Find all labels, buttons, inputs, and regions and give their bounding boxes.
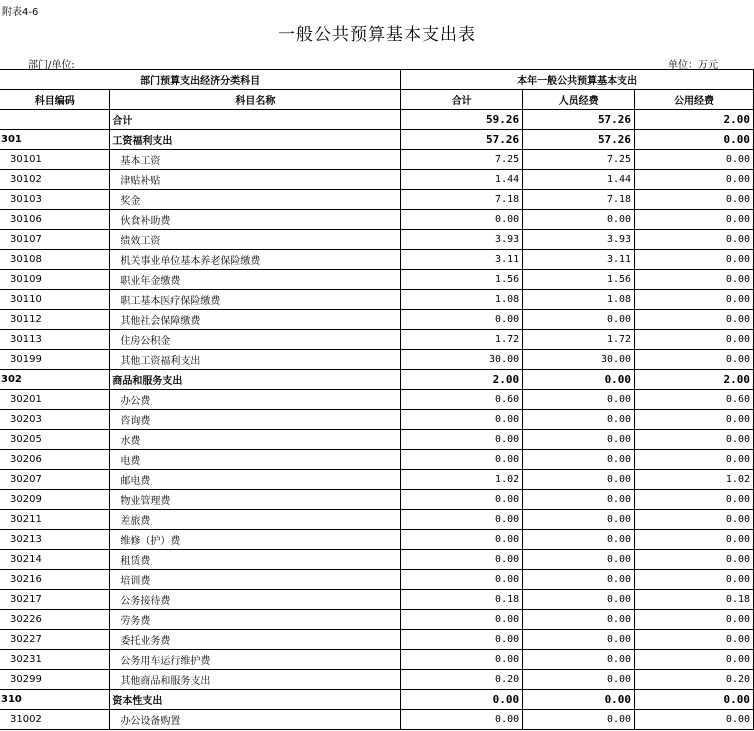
table-row	[0, 670, 754, 690]
cell-personnel: 1.56	[523, 270, 635, 290]
cell-total: 1.72	[401, 330, 523, 350]
cell-total: 3.93	[401, 230, 523, 250]
cell-code: 31002	[0, 710, 110, 730]
header-col-personnel: 人员经费	[523, 90, 635, 110]
cell-total: 0.00	[401, 530, 523, 550]
cell-public: 0.00	[635, 650, 754, 670]
header-col-public: 公用经费	[635, 90, 754, 110]
cell-personnel: 0.00	[523, 450, 635, 470]
table-row	[0, 710, 754, 730]
cell-code: 30203	[0, 410, 110, 430]
attachment-label: 附表4-6	[2, 7, 39, 18]
cell-name: 电费	[110, 450, 401, 470]
cell-public: 0.00	[635, 350, 754, 370]
cell-total: 0.00	[401, 310, 523, 330]
cell-public: 0.00	[635, 550, 754, 570]
table-row	[0, 130, 754, 150]
cell-total: 3.11	[401, 250, 523, 270]
cell-name: 差旅费	[110, 510, 401, 530]
cell-code: 30211	[0, 510, 110, 530]
cell-name: 绩效工资	[110, 230, 401, 250]
cell-total: 0.00	[401, 410, 523, 430]
cell-total: 0.00	[401, 490, 523, 510]
cell-name: 合计	[110, 110, 401, 130]
cell-public: 0.00	[635, 250, 754, 270]
cell-name: 住房公积金	[110, 330, 401, 350]
cell-code: 30217	[0, 590, 110, 610]
cell-personnel: 3.93	[523, 230, 635, 250]
header-col-code: 科目编码	[0, 90, 110, 110]
cell-code: 30112	[0, 310, 110, 330]
cell-public: 2.00	[635, 370, 754, 390]
cell-name: 职业年金缴费	[110, 270, 401, 290]
cell-total: 0.00	[401, 450, 523, 470]
cell-personnel: 0.00	[523, 310, 635, 330]
cell-name: 公务接待费	[110, 590, 401, 610]
cell-personnel: 57.26	[523, 130, 635, 150]
cell-code: 30110	[0, 290, 110, 310]
cell-personnel: 0.00	[523, 430, 635, 450]
cell-public: 0.00	[635, 150, 754, 170]
cell-total: 0.00	[401, 570, 523, 590]
cell-total: 0.00	[401, 210, 523, 230]
cell-total: 0.20	[401, 670, 523, 690]
cell-name: 基本工资	[110, 150, 401, 170]
cell-code	[0, 110, 110, 130]
cell-code: 30106	[0, 210, 110, 230]
table-row	[0, 350, 754, 370]
cell-name: 培训费	[110, 570, 401, 590]
cell-total: 7.18	[401, 190, 523, 210]
cell-code: 30227	[0, 630, 110, 650]
cell-public: 0.00	[635, 290, 754, 310]
cell-public: 0.00	[635, 270, 754, 290]
cell-total: 0.00	[401, 710, 523, 730]
cell-code: 30102	[0, 170, 110, 190]
cell-name: 公务用车运行维护费	[110, 650, 401, 670]
cell-total: 0.00	[401, 610, 523, 630]
cell-personnel: 3.11	[523, 250, 635, 270]
cell-personnel: 0.00	[523, 650, 635, 670]
cell-personnel: 7.25	[523, 150, 635, 170]
cell-public: 0.00	[635, 230, 754, 250]
cell-name: 其他工资福利支出	[110, 350, 401, 370]
table-row	[0, 590, 754, 610]
header-col-name: 科目名称	[110, 90, 401, 110]
cell-personnel: 0.00	[523, 370, 635, 390]
cell-name: 委托业务费	[110, 630, 401, 650]
cell-code: 30206	[0, 450, 110, 470]
cell-code: 30201	[0, 390, 110, 410]
cell-public: 0.00	[635, 190, 754, 210]
cell-personnel: 0.00	[523, 550, 635, 570]
table-row	[0, 530, 754, 550]
cell-public: 1.02	[635, 470, 754, 490]
table-row	[0, 150, 754, 170]
table-row	[0, 490, 754, 510]
cell-code: 30101	[0, 150, 110, 170]
cell-name: 咨询费	[110, 410, 401, 430]
cell-public: 0.00	[635, 530, 754, 550]
cell-code: 30216	[0, 570, 110, 590]
cell-public: 0.00	[635, 630, 754, 650]
expenditure-table	[0, 69, 754, 730]
cell-total: 1.08	[401, 290, 523, 310]
table-row	[0, 250, 754, 270]
cell-personnel: 1.72	[523, 330, 635, 350]
cell-name: 物业管理费	[110, 490, 401, 510]
header-column-row	[0, 90, 754, 110]
cell-total: 0.18	[401, 590, 523, 610]
cell-code: 30207	[0, 470, 110, 490]
cell-code: 30299	[0, 670, 110, 690]
cell-public: 0.00	[635, 450, 754, 470]
table-row	[0, 410, 754, 430]
cell-total: 0.60	[401, 390, 523, 410]
cell-personnel: 7.18	[523, 190, 635, 210]
header-group-left: 部门预算支出经济分类科目	[0, 70, 401, 90]
cell-name: 邮电费	[110, 470, 401, 490]
cell-personnel: 0.00	[523, 570, 635, 590]
cell-total: 0.00	[401, 510, 523, 530]
cell-personnel: 0.00	[523, 390, 635, 410]
cell-personnel: 0.00	[523, 590, 635, 610]
table-row	[0, 310, 754, 330]
cell-total: 0.00	[401, 550, 523, 570]
table-row	[0, 650, 754, 670]
cell-personnel: 0.00	[523, 630, 635, 650]
cell-name: 办公费	[110, 390, 401, 410]
cell-total: 7.25	[401, 150, 523, 170]
table-row	[0, 450, 754, 470]
cell-code: 30108	[0, 250, 110, 270]
cell-personnel: 0.00	[523, 470, 635, 490]
cell-name: 水费	[110, 430, 401, 450]
cell-public: 0.00	[635, 410, 754, 430]
cell-code: 310	[0, 690, 110, 710]
cell-total: 1.44	[401, 170, 523, 190]
cell-personnel: 1.08	[523, 290, 635, 310]
cell-total: 59.26	[401, 110, 523, 130]
cell-personnel: 1.44	[523, 170, 635, 190]
table-row	[0, 210, 754, 230]
cell-public: 0.00	[635, 610, 754, 630]
cell-code: 30109	[0, 270, 110, 290]
cell-code: 30113	[0, 330, 110, 350]
table-row	[0, 690, 754, 710]
table-row	[0, 330, 754, 350]
cell-name: 维修（护）费	[110, 530, 401, 550]
table-row	[0, 190, 754, 210]
cell-public: 0.00	[635, 130, 754, 150]
cell-total: 0.00	[401, 630, 523, 650]
cell-code: 30103	[0, 190, 110, 210]
cell-name: 津贴补贴	[110, 170, 401, 190]
cell-personnel: 0.00	[523, 610, 635, 630]
cell-public: 0.00	[635, 210, 754, 230]
cell-personnel: 0.00	[523, 670, 635, 690]
table-row	[0, 390, 754, 410]
table-row	[0, 110, 754, 130]
table-row	[0, 630, 754, 650]
table-row	[0, 170, 754, 190]
cell-public: 0.00	[635, 490, 754, 510]
cell-total: 0.00	[401, 650, 523, 670]
header-group-row	[0, 70, 754, 90]
cell-total: 57.26	[401, 130, 523, 150]
cell-public: 0.18	[635, 590, 754, 610]
cell-name: 其他商品和服务支出	[110, 670, 401, 690]
cell-code: 30205	[0, 430, 110, 450]
unit-label: 单位：万元	[668, 60, 718, 71]
cell-total: 2.00	[401, 370, 523, 390]
cell-public: 0.00	[635, 510, 754, 530]
header-col-total: 合计	[401, 90, 523, 110]
page-title: 一般公共预算基本支出表	[278, 25, 476, 45]
cell-personnel: 0.00	[523, 690, 635, 710]
cell-name: 租赁费	[110, 550, 401, 570]
cell-public: 0.60	[635, 390, 754, 410]
cell-code: 30214	[0, 550, 110, 570]
cell-public: 2.00	[635, 110, 754, 130]
table-row	[0, 370, 754, 390]
cell-name: 奖金	[110, 190, 401, 210]
cell-name: 职工基本医疗保险缴费	[110, 290, 401, 310]
table-row	[0, 550, 754, 570]
header-group-right: 本年一般公共预算基本支出	[401, 70, 754, 90]
cell-code: 30213	[0, 530, 110, 550]
cell-personnel: 30.00	[523, 350, 635, 370]
cell-code: 302	[0, 370, 110, 390]
cell-public: 0.00	[635, 310, 754, 330]
cell-personnel: 0.00	[523, 490, 635, 510]
cell-public: 0.20	[635, 670, 754, 690]
cell-total: 30.00	[401, 350, 523, 370]
cell-name: 办公设备购置	[110, 710, 401, 730]
cell-total: 0.00	[401, 430, 523, 450]
table-row	[0, 570, 754, 590]
cell-code: 301	[0, 130, 110, 150]
table-row	[0, 610, 754, 630]
cell-name: 商品和服务支出	[110, 370, 401, 390]
cell-name: 伙食补助费	[110, 210, 401, 230]
cell-code: 30107	[0, 230, 110, 250]
table-row	[0, 270, 754, 290]
cell-public: 0.00	[635, 430, 754, 450]
cell-public: 0.00	[635, 170, 754, 190]
cell-public: 0.00	[635, 330, 754, 350]
table-row	[0, 510, 754, 530]
cell-code: 30226	[0, 610, 110, 630]
cell-public: 0.00	[635, 690, 754, 710]
table-row	[0, 230, 754, 250]
cell-personnel: 0.00	[523, 410, 635, 430]
table-row	[0, 470, 754, 490]
cell-personnel: 57.26	[523, 110, 635, 130]
cell-code: 30209	[0, 490, 110, 510]
cell-total: 1.02	[401, 470, 523, 490]
cell-personnel: 0.00	[523, 710, 635, 730]
table-row	[0, 430, 754, 450]
cell-personnel: 0.00	[523, 530, 635, 550]
cell-name: 机关事业单位基本养老保险缴费	[110, 250, 401, 270]
cell-name: 劳务费	[110, 610, 401, 630]
cell-code: 30231	[0, 650, 110, 670]
table-row	[0, 290, 754, 310]
cell-public: 0.00	[635, 710, 754, 730]
cell-total: 0.00	[401, 690, 523, 710]
cell-name: 资本性支出	[110, 690, 401, 710]
cell-name: 工资福利支出	[110, 130, 401, 150]
dept-label: 部门/单位:	[28, 60, 75, 71]
cell-total: 1.56	[401, 270, 523, 290]
cell-personnel: 0.00	[523, 210, 635, 230]
cell-code: 30199	[0, 350, 110, 370]
cell-public: 0.00	[635, 570, 754, 590]
cell-personnel: 0.00	[523, 510, 635, 530]
cell-name: 其他社会保障缴费	[110, 310, 401, 330]
